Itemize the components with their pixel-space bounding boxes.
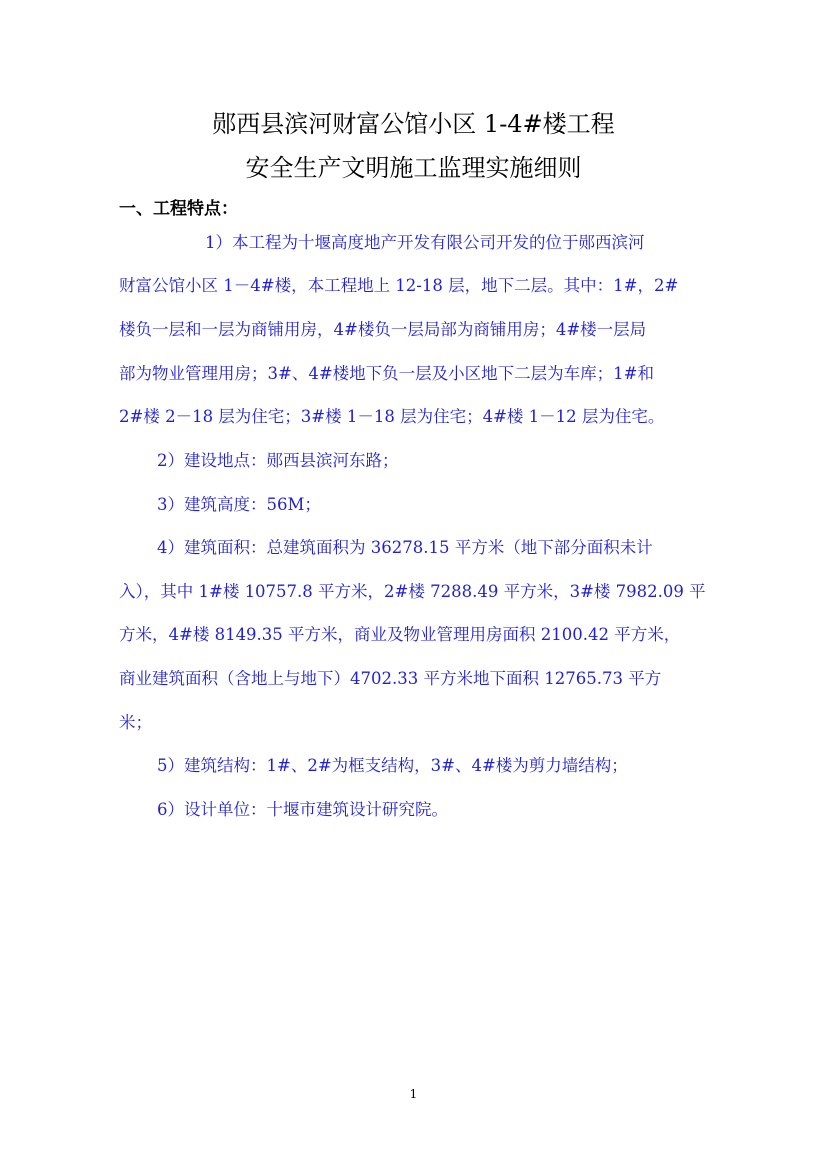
- item-4-line-3: 方米，4#楼 8149.35 平方米，商业及物业管理用房面积 2100.42 平方米，: [119, 625, 681, 644]
- item-4-line-2: 入），其中 1#楼 10757.8 平方米，2#楼 7288.49 平方米，3#楼 7982.09 平: [119, 582, 706, 601]
- item-3-building-height: 3）建筑高度：56M；: [157, 495, 321, 514]
- section-heading-project-features: 一、工程特点：: [119, 199, 238, 219]
- document-title-line-1: 郧西县滨河财富公馆小区 1-4#楼工程: [212, 110, 615, 138]
- item-4-line-4: 商业建筑面积（含地上与地下）4702.33 平方米地下面积 12765.73 平方: [119, 669, 662, 688]
- item-4-line-1: 4）建筑面积：总建筑面积为 36278.15 平方米（地下部分面积未计: [157, 538, 653, 557]
- item-1-line-2: 财富公馆小区 1－4#楼，本工程地上 12-18 层，地下二层。其中：1#，2#: [119, 276, 679, 295]
- item-1-line-5: 2#楼 2－18 层为住宅；3#楼 1－18 层为住宅；4#楼 1－12 层为住宅。: [119, 407, 665, 426]
- item-1-line-4: 部为物业管理用房；3#、4#楼地下负一层及小区地下二层为车库；1#和: [119, 364, 654, 383]
- item-1-line-1: 1）本工程为十堰高度地产开发有限公司开发的位于郧西滨河: [205, 233, 645, 252]
- item-1-line-3: 楼负一层和一层为商铺用房，4#楼负一层局部为商铺用房；4#楼一层局: [119, 320, 647, 339]
- item-5-building-structure: 5）建筑结构：1#、2#为框支结构，3#、4#楼为剪力墙结构；: [157, 756, 628, 775]
- item-6-design-unit: 6）设计单位：十堰市建筑设计研究院。: [157, 800, 448, 819]
- item-2-construction-site: 2）建设地点：郧西县滨河东路；: [157, 451, 399, 470]
- document-title-line-2: 安全生产文明施工监理实施细则: [245, 154, 582, 182]
- page-number: 1: [409, 1087, 418, 1101]
- item-4-line-5: 米；: [119, 713, 152, 732]
